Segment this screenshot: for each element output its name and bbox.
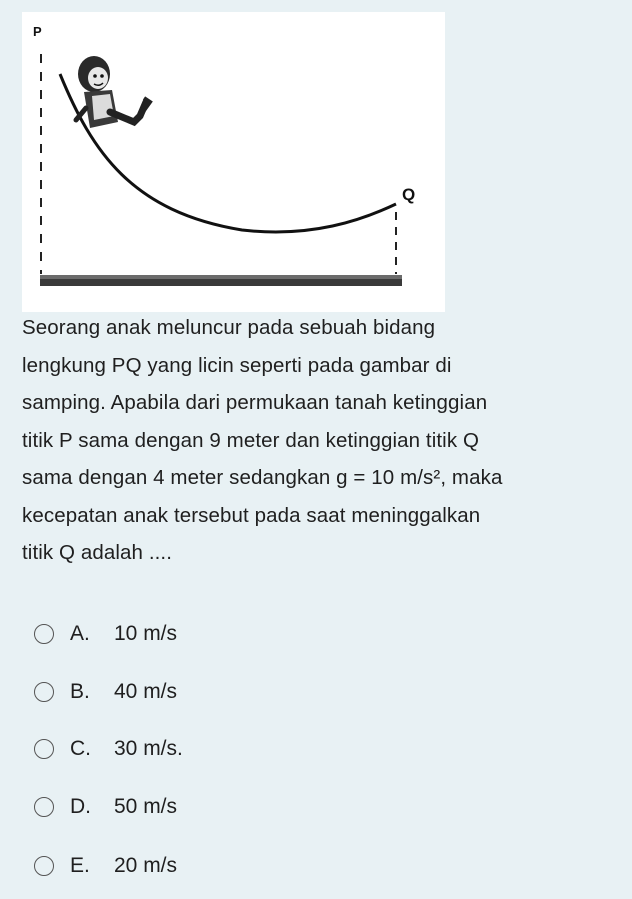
slide-diagram-svg: [22, 12, 445, 312]
question-line: kecepatan anak tersebut pada saat meninggalkan: [22, 503, 481, 527]
question-line: titik Q adalah ....: [22, 541, 173, 564]
child-figure: [76, 56, 150, 128]
question-text: [22, 309, 622, 572]
option-letter: D.: [70, 795, 91, 818]
radio-option-c[interactable]: [34, 739, 54, 759]
question-line: lengkung PQ yang licin seperti pada gambar di: [22, 353, 452, 377]
question-line: sama dengan 4 meter sedangkan g = 10 m/s², maka: [22, 466, 503, 489]
label-p: P: [33, 24, 42, 39]
option-a[interactable]: [34, 616, 177, 652]
option-text: 20 m/s: [114, 854, 178, 877]
option-letter: C.: [70, 737, 91, 760]
option-b[interactable]: [34, 674, 177, 710]
option-letter: B.: [70, 680, 90, 703]
question-line: Seorang anak meluncur pada sebuah bidang: [22, 316, 436, 339]
option-text: 10 m/s: [114, 622, 178, 645]
option-c[interactable]: [34, 731, 183, 767]
question-line: samping. Apabila dari permukaan tanah ketinggian: [22, 391, 488, 414]
option-d[interactable]: [34, 789, 177, 825]
radio-option-d[interactable]: [34, 797, 54, 817]
option-text: 30 m/s.: [114, 737, 183, 760]
ground-highlight: [40, 275, 402, 279]
option-text: 50 m/s: [114, 795, 178, 818]
option-letter: A.: [70, 622, 90, 645]
question-line: titik P sama dengan 9 meter dan ketinggian titik Q: [22, 428, 480, 452]
radio-option-b[interactable]: [34, 682, 54, 702]
option-text: 40 m/s: [114, 680, 178, 703]
radio-option-e[interactable]: [34, 856, 54, 876]
option-e[interactable]: [34, 848, 177, 884]
option-letter: E.: [70, 854, 90, 877]
radio-option-a[interactable]: [34, 624, 54, 644]
slide-diagram: [22, 12, 445, 312]
label-q: Q: [402, 185, 416, 204]
